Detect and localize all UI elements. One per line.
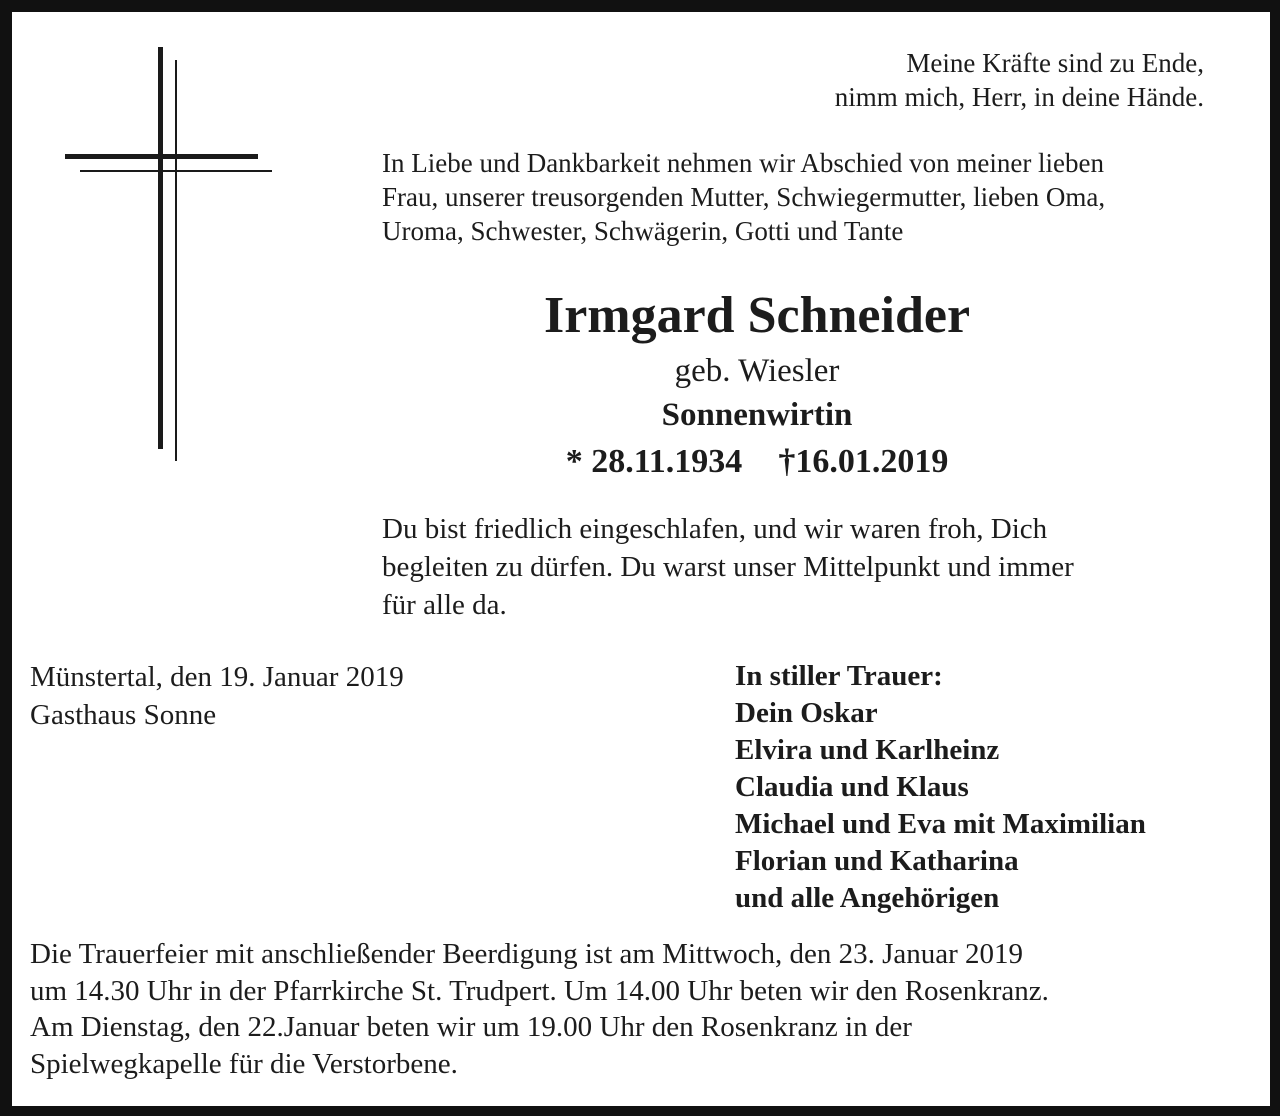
mourner-name: und alle Angehörigen xyxy=(735,882,1000,914)
place-line: Gasthaus Sonne xyxy=(30,699,217,731)
deceased-name: Irmgard Schneider xyxy=(543,287,971,344)
motto-line: nimm mich, Herr, in deine Hände. xyxy=(834,82,1204,112)
intro-text xyxy=(382,146,1212,248)
mourners-heading: In stiller Trauer: xyxy=(735,660,943,692)
mourner-name: Elvira und Karlheinz xyxy=(735,734,1000,766)
mourners-list xyxy=(735,658,1146,917)
intro-line: Uroma, Schwester, Schwägerin, Gotti und Tante xyxy=(382,216,904,246)
death-date: †16.01.2019 xyxy=(778,443,949,480)
farewell-quote xyxy=(382,510,1212,624)
motto-line: Meine Kräfte sind zu Ende, xyxy=(906,48,1204,78)
birth-date: * 28.11.1934 xyxy=(565,443,743,480)
mourner-name: Michael und Eva mit Maximilian xyxy=(735,808,1146,840)
service-line: Spielwegkapelle für die Verstorbene. xyxy=(30,1047,458,1080)
quote-line: für alle da. xyxy=(382,589,507,621)
place-and-date xyxy=(30,658,404,734)
mourner-name: Florian und Katharina xyxy=(735,845,1019,877)
service-line: Die Trauerfeier mit anschließender Beerdigung ist am Mittwoch, den 23. Januar 2019 xyxy=(30,938,1024,970)
quote-line: Du bist friedlich eingeschlafen, und wir waren froh, Dich xyxy=(382,513,1048,545)
place-line: Münstertal, den 19. Januar 2019 xyxy=(30,661,404,693)
intro-line: Frau, unserer treusorgenden Mutter, Schwiegermutter, lieben Oma, xyxy=(382,182,1106,212)
service-line: um 14.30 Uhr in der Pfarrkirche St. Trudpert. Um 14.00 Uhr beten wir den Rosenkranz. xyxy=(30,974,1049,1007)
deceased-title: Sonnenwirtin xyxy=(661,397,853,433)
service-details xyxy=(30,936,1240,1082)
life-dates xyxy=(382,440,1132,484)
maiden-name: geb. Wiesler xyxy=(674,353,840,389)
mourner-name: Dein Oskar xyxy=(735,697,878,729)
quote-line: begleiten zu dürfen. Du warst unser Mittelpunkt und immer xyxy=(382,551,1074,583)
motto-verse xyxy=(835,46,1204,114)
intro-line: In Liebe und Dankbarkeit nehmen wir Abschied von meiner lieben xyxy=(382,148,1105,178)
service-line: Am Dienstag, den 22.Januar beten wir um 19.00 Uhr den Rosenkranz in der xyxy=(30,1011,912,1043)
mourner-name: Claudia und Klaus xyxy=(735,771,969,803)
